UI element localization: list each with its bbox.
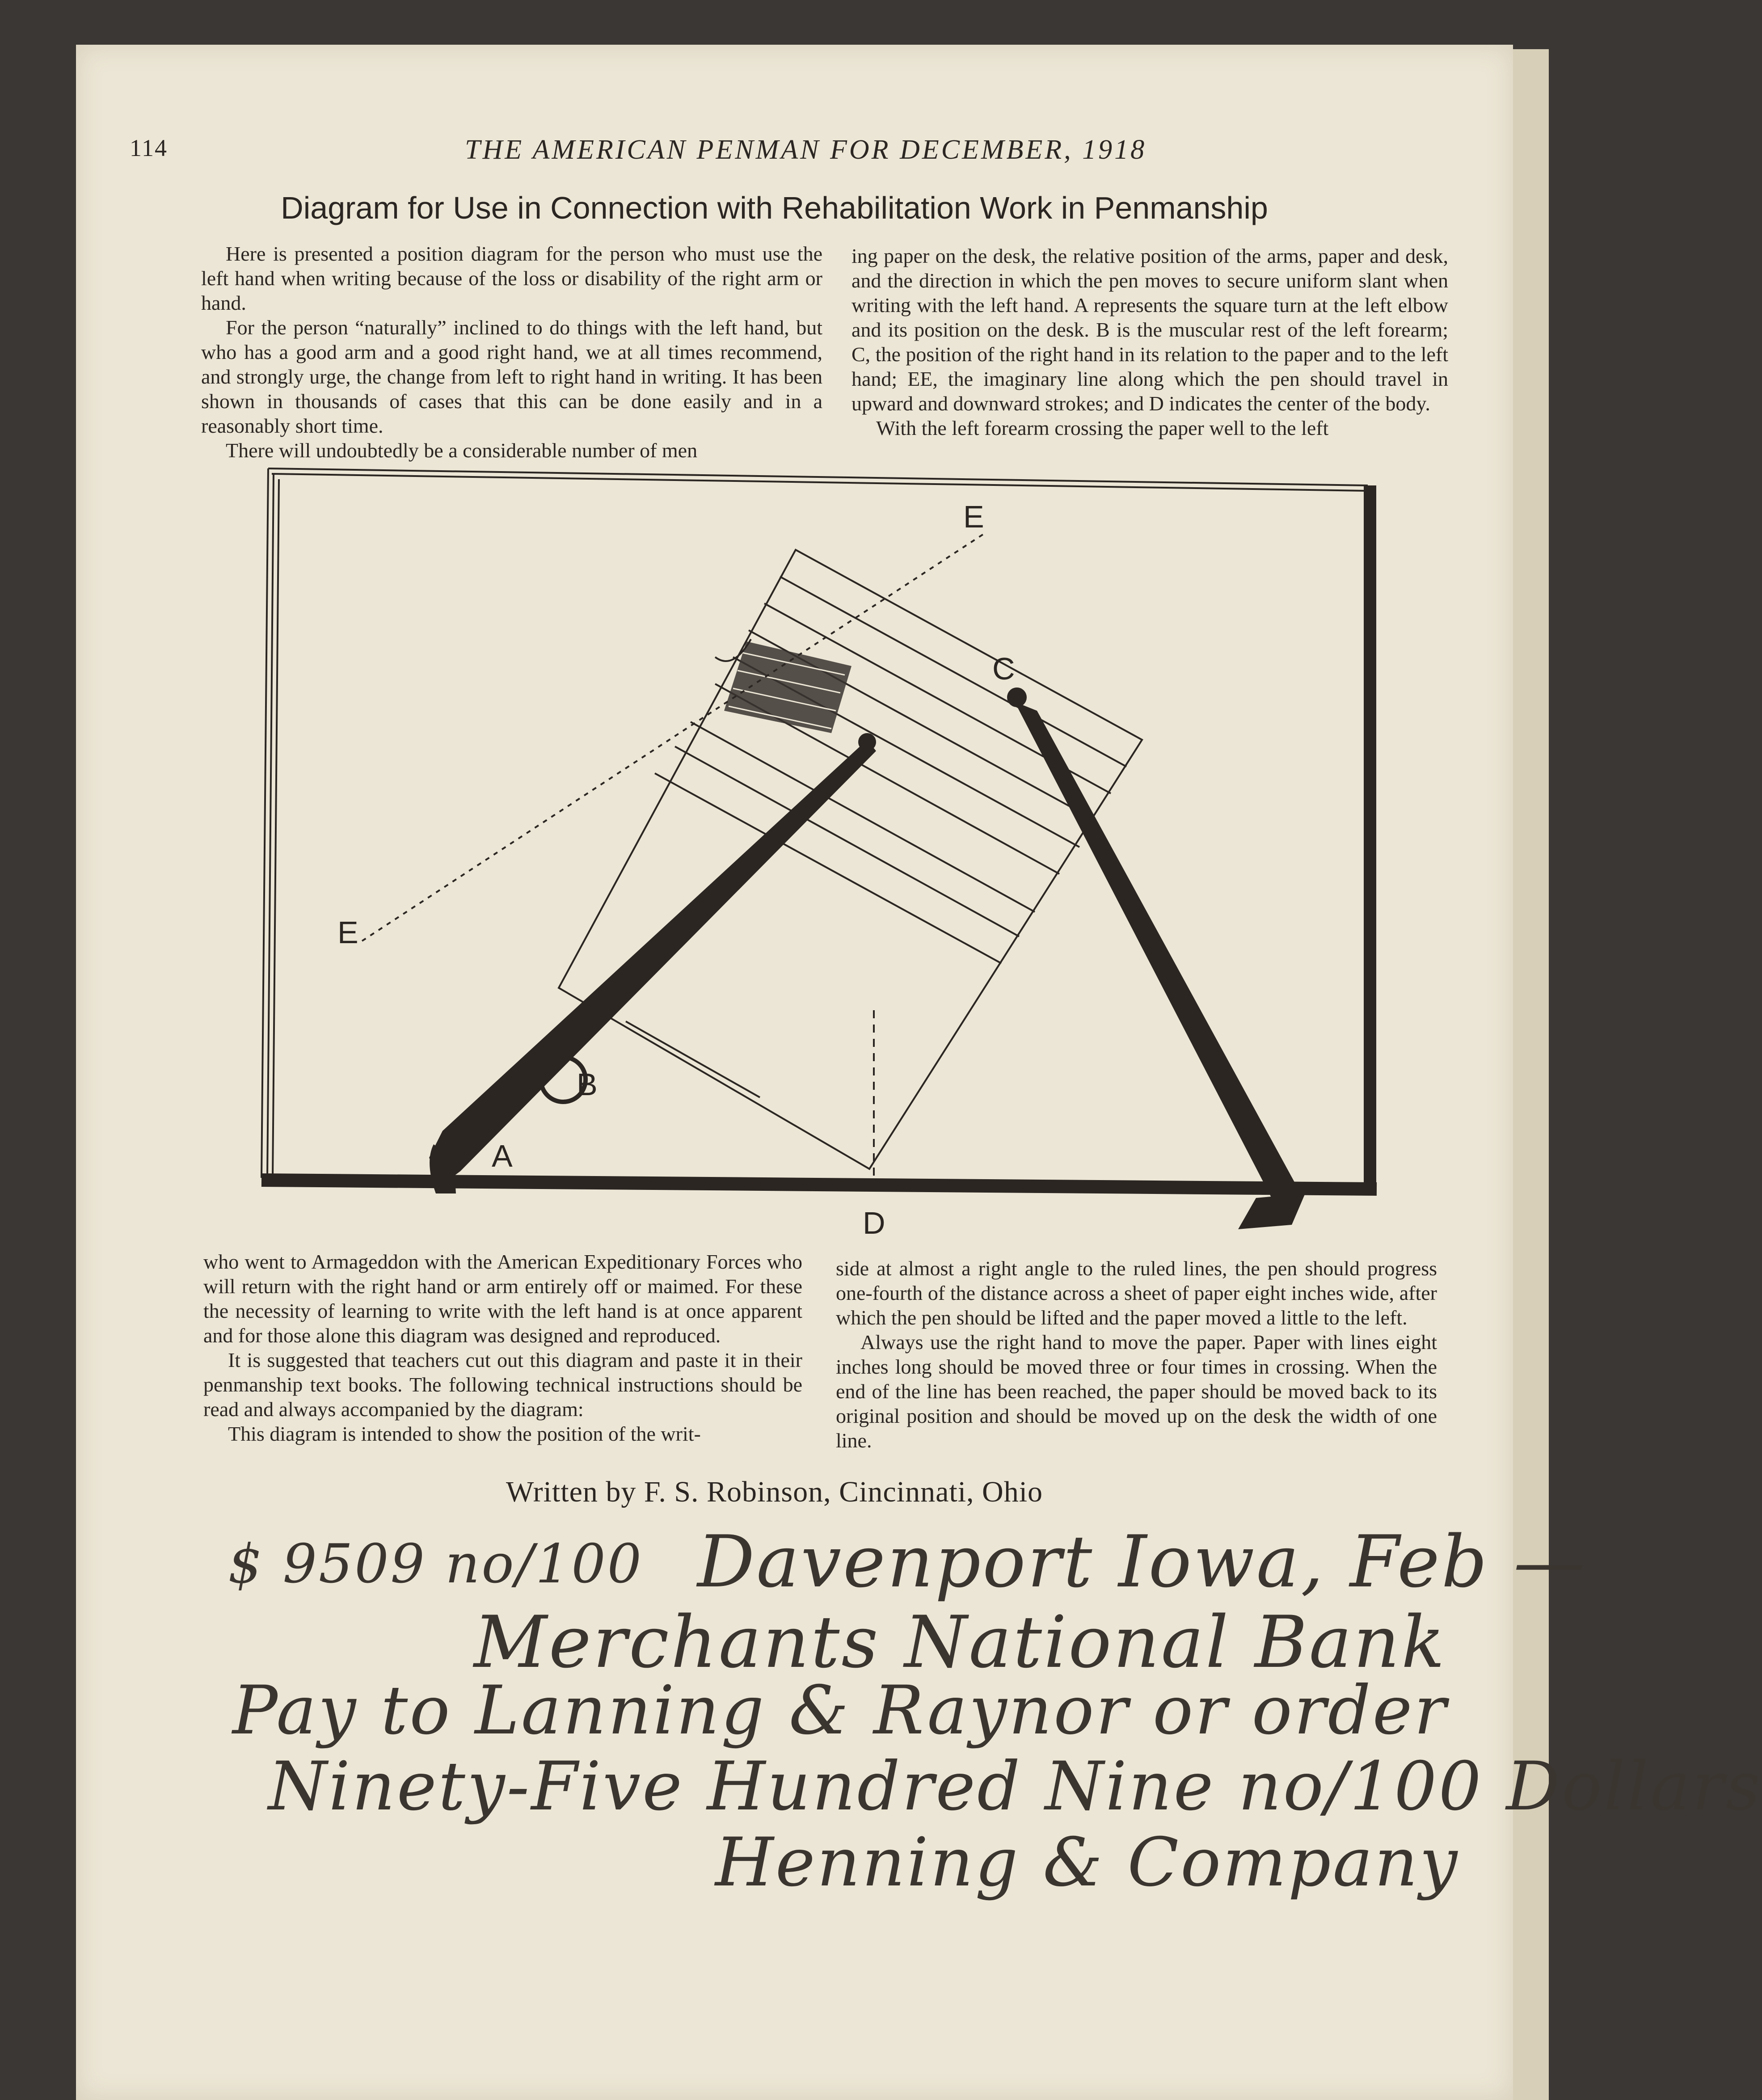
label-e-top: E xyxy=(963,499,984,534)
position-diagram xyxy=(250,460,1377,1238)
paragraph: This diagram is intended to show the position of the writ- xyxy=(228,1422,701,1445)
text-column-bottom-left xyxy=(203,1249,802,1446)
paragraph: With the left forearm crossing the paper well to the left xyxy=(876,417,1329,439)
ee-line xyxy=(362,534,983,941)
paragraph: It is suggested that teachers cut out this diagram and paste it in their penmanship text books. The following technical instructions should be read and always accompanied by the diagram: xyxy=(203,1349,802,1421)
label-e-left: E xyxy=(337,915,358,950)
left-forearm xyxy=(429,733,876,1193)
text-column-bottom-right xyxy=(836,1256,1437,1453)
page-number: 114 xyxy=(130,135,168,161)
paragraph: Here is presented a position diagram for the person who must use the left hand when writing because of the loss or disability of the right arm or hand. xyxy=(201,242,822,314)
paper-sheet xyxy=(559,550,1142,1169)
written-strokes xyxy=(715,639,851,733)
text-column-top-right xyxy=(851,244,1448,440)
desk-frame xyxy=(261,468,1377,1193)
right-forearm xyxy=(1007,687,1305,1229)
paragraph: who went to Armageddon with the American Expeditionary Forces who will return with the right hand or arm entirely off or maimed. For these the necessity of learning to write with the left hand is at once apparent and for those alone this diagram was designed and reproduced. xyxy=(203,1250,802,1347)
paragraph: side at almost a right angle to the ruled lines, the pen should progress one-fourth of the distance across a sheet of paper eight inches wide, after which the pen should be lifted and the paper moved a little to the left. xyxy=(836,1257,1437,1329)
specimen-amount-words: Ninety-Five Hundred Nine no/100 Dollars xyxy=(268,1748,1762,1826)
running-head: THE AMERICAN PENMAN FOR DECEMBER, 1918 xyxy=(465,135,1147,165)
specimen-signature: Henning & Company xyxy=(715,1824,1459,1902)
specimen-amount: $ 9509 no/100 xyxy=(228,1533,644,1595)
paragraph: Always use the right hand to move the paper. Paper with lines eight inches long should be moved three or four times in crossing. When the end of the line has been reached, the paper should be moved back to its original position and should be moved up on the desk the width of one line. xyxy=(836,1331,1437,1452)
label-d: D xyxy=(863,1206,885,1240)
paragraph: For the person “naturally” inclined to do things with the left hand, but who has a good arm and a good right hand, we at all times recommend, and strongly urge, the change from left to right hand in writing. It has been shown in thousands of cases that this can be done easily and in a reasonably short time. xyxy=(201,316,822,437)
paragraph: ing paper on the desk, the relative position of the arms, paper and desk, and the direction in which the pen moves to secure uniform slant when writing with the left hand. A represents the square turn at the left elbow and its position on the desk. B is the muscular rest of the left forearm; C, the position of the right hand in its relation to the paper and to the left hand; EE, the imaginary line along which the pen should travel in upward and downward strokes; and D indicates the center of the body. xyxy=(851,245,1448,415)
article-title: Diagram for Use in Connection with Rehabilitation Work in Penmanship xyxy=(281,190,1268,225)
specimen-pay-line: Pay to Lanning & Raynor or order xyxy=(232,1672,1448,1750)
text-column-top-left xyxy=(201,241,822,463)
paragraph: There will undoubtedly be a considerable number of men xyxy=(226,439,698,462)
label-a: A xyxy=(492,1139,513,1173)
specimen-bank: Merchants National Bank xyxy=(474,1600,1446,1684)
label-b: B xyxy=(577,1067,598,1102)
label-c: C xyxy=(992,651,1015,686)
byline: Written by F. S. Robinson, Cincinnati, Ohio xyxy=(506,1476,1043,1508)
specimen-city-date: Davenport Iowa, Feb — xyxy=(697,1520,1587,1603)
